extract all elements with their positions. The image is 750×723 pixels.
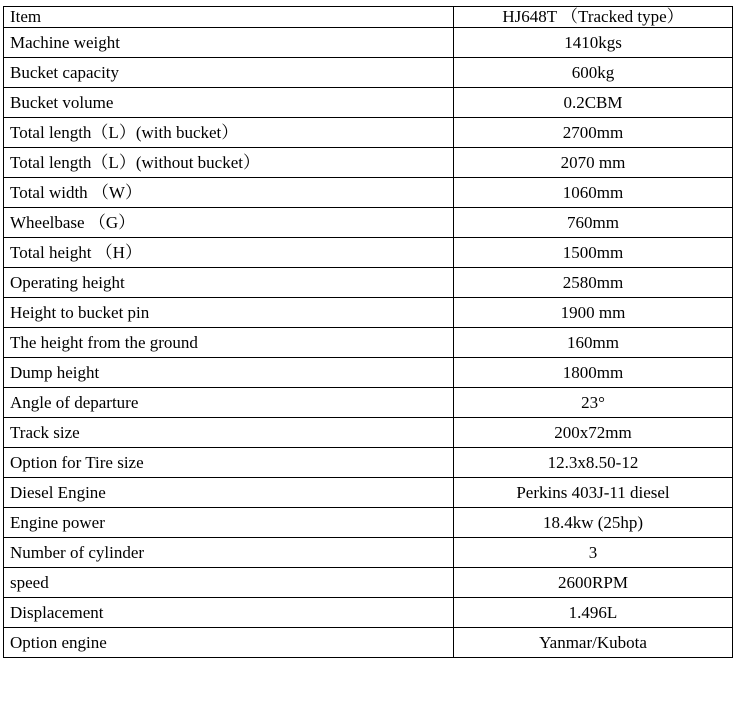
spec-label-cell: Wheelbase （G）: [4, 208, 454, 238]
table-row: [4, 28, 733, 58]
spec-value-cell: 600kg: [454, 58, 733, 88]
table-header-row: [4, 7, 733, 28]
spec-value-cell: 1.496L: [454, 598, 733, 628]
table-row: [4, 448, 733, 478]
table-row: [4, 538, 733, 568]
table-row: [4, 298, 733, 328]
spec-value-cell: 3: [454, 538, 733, 568]
spec-value-cell: 160mm: [454, 328, 733, 358]
table-row: [4, 238, 733, 268]
table-row: [4, 508, 733, 538]
spec-label-cell: Total length（L）(without bucket）: [4, 148, 454, 178]
spec-value-cell: 18.4kw (25hp): [454, 508, 733, 538]
spec-label-cell: speed: [4, 568, 454, 598]
spec-table: [3, 6, 733, 658]
table-row: [4, 118, 733, 148]
spec-value-cell: 23°: [454, 388, 733, 418]
spec-value-cell: 200x72mm: [454, 418, 733, 448]
spec-value-cell: Yanmar/Kubota: [454, 628, 733, 658]
spec-value-cell: 2700mm: [454, 118, 733, 148]
spec-label-cell: Angle of departure: [4, 388, 454, 418]
table-row: [4, 208, 733, 238]
spec-label-cell: Machine weight: [4, 28, 454, 58]
table-row: [4, 88, 733, 118]
table-row: [4, 58, 733, 88]
spec-label-cell: Total height （H）: [4, 238, 454, 268]
spec-value-cell: 1500mm: [454, 238, 733, 268]
spec-value-cell: 2580mm: [454, 268, 733, 298]
spec-value-cell: 760mm: [454, 208, 733, 238]
spec-label-cell: The height from the ground: [4, 328, 454, 358]
table-row: [4, 328, 733, 358]
spec-value-cell: 1800mm: [454, 358, 733, 388]
header-item-cell: Item: [4, 7, 454, 28]
spec-label-cell: Bucket capacity: [4, 58, 454, 88]
spec-value-cell: 1060mm: [454, 178, 733, 208]
spec-label-cell: Number of cylinder: [4, 538, 454, 568]
table-row: [4, 388, 733, 418]
header-model-cell: HJ648T （Tracked type）: [454, 7, 733, 28]
table-row: [4, 418, 733, 448]
spec-label-cell: Dump height: [4, 358, 454, 388]
spec-label-cell: Option engine: [4, 628, 454, 658]
spec-label-cell: Bucket volume: [4, 88, 454, 118]
table-row: [4, 358, 733, 388]
table-row: [4, 268, 733, 298]
spec-label-cell: Height to bucket pin: [4, 298, 454, 328]
spec-value-cell: 2600RPM: [454, 568, 733, 598]
table-row: [4, 178, 733, 208]
spec-value-cell: 12.3x8.50-12: [454, 448, 733, 478]
spec-label-cell: Diesel Engine: [4, 478, 454, 508]
table-row: [4, 148, 733, 178]
spec-label-cell: Total length（L）(with bucket）: [4, 118, 454, 148]
spec-value-cell: 0.2CBM: [454, 88, 733, 118]
spec-label-cell: Displacement: [4, 598, 454, 628]
spec-value-cell: Perkins 403J-11 diesel: [454, 478, 733, 508]
spec-label-cell: Engine power: [4, 508, 454, 538]
spec-value-cell: 1410kgs: [454, 28, 733, 58]
table-row: [4, 628, 733, 658]
table-row: [4, 478, 733, 508]
spec-label-cell: Operating height: [4, 268, 454, 298]
table-row: [4, 568, 733, 598]
spec-table-body: [4, 7, 733, 658]
table-row: [4, 598, 733, 628]
spec-value-cell: 1900 mm: [454, 298, 733, 328]
spec-label-cell: Track size: [4, 418, 454, 448]
spec-label-cell: Option for Tire size: [4, 448, 454, 478]
spec-label-cell: Total width （W）: [4, 178, 454, 208]
spec-value-cell: 2070 mm: [454, 148, 733, 178]
